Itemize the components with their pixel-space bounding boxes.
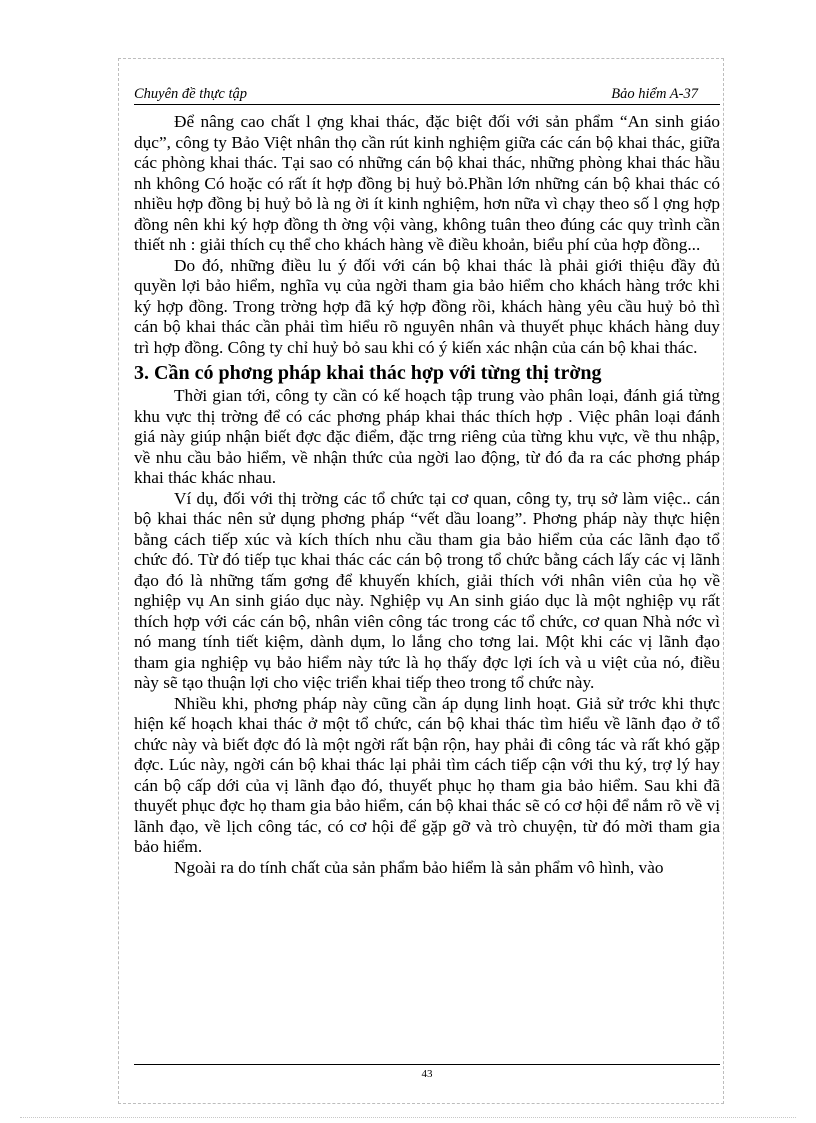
page-number: 43 <box>421 1068 433 1080</box>
document-body <box>134 112 720 878</box>
paragraph: Do đó, những điều lu ý đối với cán bộ khai thác là phải giới thiệu đầy đủ quyền lợi bảo hiểm, nghĩa vụ của ngời tham gia bảo hiểm cho khách hàng trớc khi ký hợp đồng. Trong trờng hợp đã ký hợp đồng rồi, khách hàng yêu cầu huỷ bỏ thì cán bộ khai thác cần phải tìm hiểu rõ nguyên nhân và thuyết phục khách hàng duy trì hợp đồng. Công ty chỉ huỷ bỏ sau khi có ý kiến xác nhận của cán bộ khai thác. <box>134 255 720 357</box>
header-title: Chuyên đề thực tập <box>134 86 248 102</box>
paragraph: Để nâng cao chất l ợng khai thác, đặc biệt đối với sản phẩm “An sinh giáo dục”, công ty Bảo Việt nhân thọ cần rút kinh nghiệm giữa các cán bộ khai thác, giữa các phòng khai thác. Tại sao có những cán bộ khai thác, những phòng khai thác hầu nh không Có hoặc có rất ít hợp đồng bị huỷ bỏ.Phần lớn những cán bộ khai thác có nhiều hợp đồng bị huỷ bỏ là ng ời ít kinh nghiệm, hơn nữa vì chạy theo số l ợng hợp đồng nên khi ký hợp đồng th ờng vội vàng, không tuân theo đúng các quy trình cần thiết nh : giải thích cụ thể cho khách hàng về điều khoản, biểu phí của hợp đồng... <box>134 112 720 254</box>
footer-divider <box>134 1064 720 1065</box>
page-header <box>134 82 720 105</box>
page-bottom-edge <box>20 1117 796 1118</box>
header-course: Bảo hiểm A-37 <box>611 86 698 102</box>
paragraph: Ví dụ, đối với thị trờng các tổ chức tại cơ quan, công ty, trụ sở làm việc.. cán bộ khai thác nên sử dụng phơng pháp “vết dầu loang”. Phơng pháp này thực hiện bằng cách tiếp xúc và kích thích nhu cầu tham gia bảo hiểm của các lãnh đạo tổ chức đó. Từ đó tiếp tục khai thác các cán bộ trong tổ chức bằng cách lấy các vị lãnh đạo đó là những tấm gơng để khuyến khích, giải thích với nhân viên của họ về nghiệp vụ An sinh giáo dục này. Nghiệp vụ An sinh giáo dục là một nghiệp vụ rất thích hợp với các cán bộ, nhân viên công tác trong các tổ chức, cơ quan Nhà nớc vì nó mang tính tiết kiệm, dành dụm, lo lắng cho tơng lai. Một khi các vị lãnh đạo tham gia nghiệp vụ bảo hiểm này tức là họ thấy đợc lợi ích và u việt của nó, điều này sẽ tạo thuận lợi cho việc triển khai tiếp theo trong tổ chức này. <box>134 488 720 692</box>
section-heading: 3. Cần có phơng pháp khai thác hợp với từng thị trờng <box>134 362 602 384</box>
paragraph: Nhiều khi, phơng pháp này cũng cần áp dụng linh hoạt. Giả sử trớc khi thực hiện kế hoạch khai thác ở một tổ chức, cán bộ khai thác tìm hiểu về lãnh đạo ở tổ chức này và biết đợc đó là một ngời rất bận rộn, hay phải đi công tác và rất khó gặp đợc. Lúc này, ngời cán bộ khai thác lại phải tìm cách tiếp cận với thu ký, trợ lý hay cán bộ cấp dới của vị lãnh đạo đó, thuyết phục họ tham gia bảo hiểm. Sau khi đã thuyết phục đợc họ tham gia bảo hiểm, cán bộ khai thác sẽ có cơ hội để nắm rõ về vị lãnh đạo, về lịch công tác, có cơ hội để gặp gỡ và trò chuyện, từ đó mời tham gia bảo hiểm. <box>134 693 720 856</box>
paragraph: Ngoài ra do tính chất của sản phẩm bảo hiểm là sản phẩm vô hình, vào <box>174 857 664 877</box>
paragraph: Thời gian tới, công ty cần có kế hoạch tập trung vào phân loại, đánh giá từng khu vực thị trờng để có các phơng pháp khai thác thích hợp . Việc phân loại đánh giá này giúp nhận biết đợc đặc điểm, đặc trng riêng của từng khu vực, về thu nhập, về nhu cầu bảo hiểm, về nhận thức của ngời lao động, từ đó đa ra các phơng pháp khai thác khác nhau. <box>134 386 720 487</box>
